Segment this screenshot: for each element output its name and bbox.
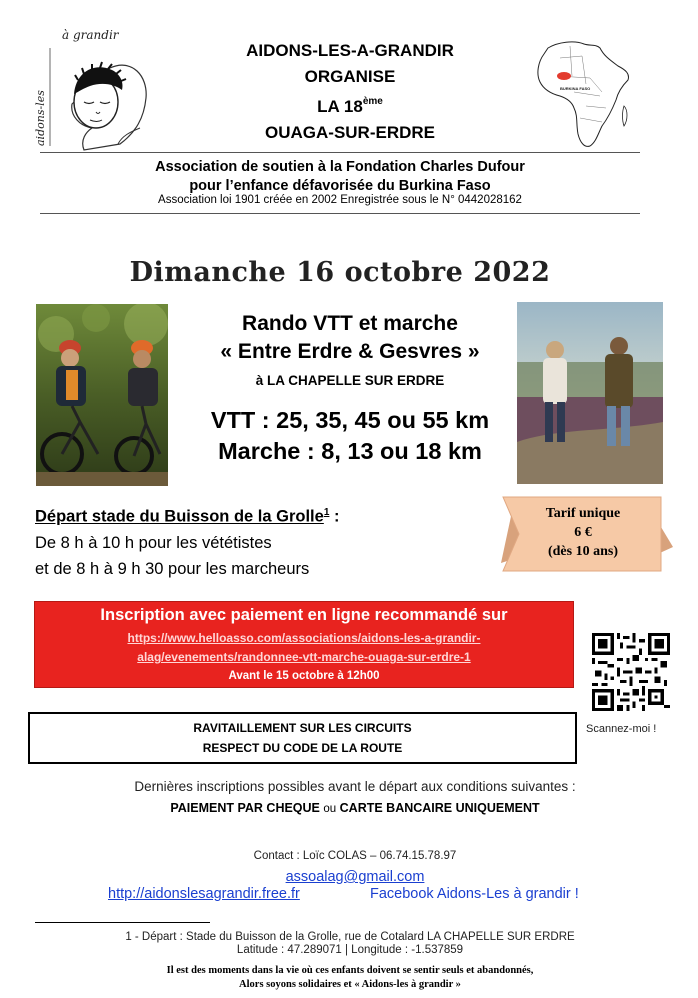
walkers-photo	[517, 302, 663, 484]
supplies-line2: RESPECT DU CODE DE LA ROUTE	[202, 741, 403, 755]
website-link[interactable]: http://aidonslesagrandir.free.fr	[108, 886, 300, 902]
association-logo	[34, 28, 160, 158]
late-registration-text: Dernières inscriptions possibles avant le départ aux conditions suivantes :	[134, 779, 576, 794]
closing-quote	[40, 964, 660, 992]
event-distances	[180, 405, 520, 467]
supplies-box	[28, 712, 577, 764]
association-line1: Association de soutien à la Fondation Charles Dufour	[155, 159, 525, 175]
header-line3: LA 18ème	[317, 96, 383, 116]
price-label: Tarif unique	[545, 506, 621, 521]
africa-map	[530, 36, 640, 154]
header-line4: OUAGA-SUR-ERDRE	[265, 122, 435, 142]
footnote-address: 1 - Départ : Stade du Buisson de la Grolle, rue de Cotalard LA CHAPELLE SUR ERDRE	[125, 931, 575, 943]
logo-text-top: à grandir	[62, 28, 119, 42]
contact-email-link[interactable]: assoalag@gmail.com	[285, 869, 425, 885]
association-description	[40, 158, 640, 196]
divider-bottom	[40, 213, 640, 214]
facebook-link[interactable]: Facebook Aidons-Les à grandir !	[370, 886, 579, 902]
header-title	[180, 38, 520, 145]
departure-line1: De 8 h à 10 h pour les vététistes	[35, 533, 272, 552]
qr-code[interactable]	[592, 633, 670, 711]
qr-code-icon	[592, 633, 670, 711]
supplies-line1: RAVITAILLEMENT SUR LES CIRCUITS	[193, 721, 412, 735]
qr-caption: Scannez-moi !	[586, 723, 657, 735]
registration-title: Inscription avec paiement en ligne recommandé sur	[100, 606, 508, 624]
map-label: BURKINA FASO	[560, 86, 591, 91]
vtt-distances: VTT : 25, 35, 45 ou 55 km	[210, 407, 490, 433]
event-title-line2: « Entre Erdre & Gesvres »	[220, 340, 480, 363]
registration-deadline: Avant le 15 octobre à 12h00	[228, 670, 380, 682]
price-ribbon	[497, 493, 677, 585]
contact-line: Contact : Loïc COLAS – 06.74.15.78.97	[253, 850, 457, 862]
departure-heading: Départ stade du Buisson de la Grolle$^1$ :	[35, 507, 340, 526]
association-registration: Association loi 1901 créée en 2002 Enregistrée sous le N° 0442028162	[158, 194, 522, 206]
closing-quote-line2: Alors soyons solidaires et « Aidons-les à grandir »	[239, 979, 461, 990]
event-title	[180, 310, 520, 366]
closing-quote-line1: Il est des moments dans la vie où ces enfants doivent se sentir seuls et abandonnés,	[166, 965, 534, 976]
footnote-coordinates: Latitude : 47.289071 | Longitude : -1.537859	[236, 944, 464, 956]
header-line2: ORGANISE	[304, 66, 396, 86]
header-line1: AIDONS-LES-A-GRANDIR	[246, 41, 454, 60]
departure-info	[35, 500, 495, 582]
footnote-divider	[35, 922, 210, 923]
divider-top	[40, 152, 640, 153]
event-date: Dimanche 16 octobre 2022	[129, 257, 551, 288]
payment-methods: PAIEMENT PAR CHEQUE ou CARTE BANCAIRE UNIQUEMENT	[170, 801, 540, 815]
event-title-line1: Rando VTT et marche	[242, 312, 458, 335]
logo-text-side: aidons-les	[34, 90, 47, 146]
registration-link-line2[interactable]: alag/evenements/randonnee-vtt-marche-ouaga-sur-erdre-1	[137, 650, 471, 664]
price-amount: 6 €	[574, 525, 592, 540]
price-age: (dès 10 ans)	[547, 544, 618, 559]
child-face-drawing-icon	[40, 28, 160, 158]
cyclists-photo	[36, 304, 168, 486]
association-line2: pour l’enfance défavorisée du Burkina Faso	[189, 178, 491, 194]
africa-map-icon	[530, 36, 640, 154]
registration-link-line1[interactable]: https://www.helloasso.com/associations/aidons-les-a-grandir-	[127, 631, 481, 645]
event-location: à LA CHAPELLE SUR ERDRE	[255, 373, 445, 388]
departure-line2: et de 8 h à 9 h 30 pour les marcheurs	[35, 559, 310, 578]
price-text	[509, 504, 657, 561]
marche-distances: Marche : 8, 13 ou 18 km	[218, 438, 482, 464]
